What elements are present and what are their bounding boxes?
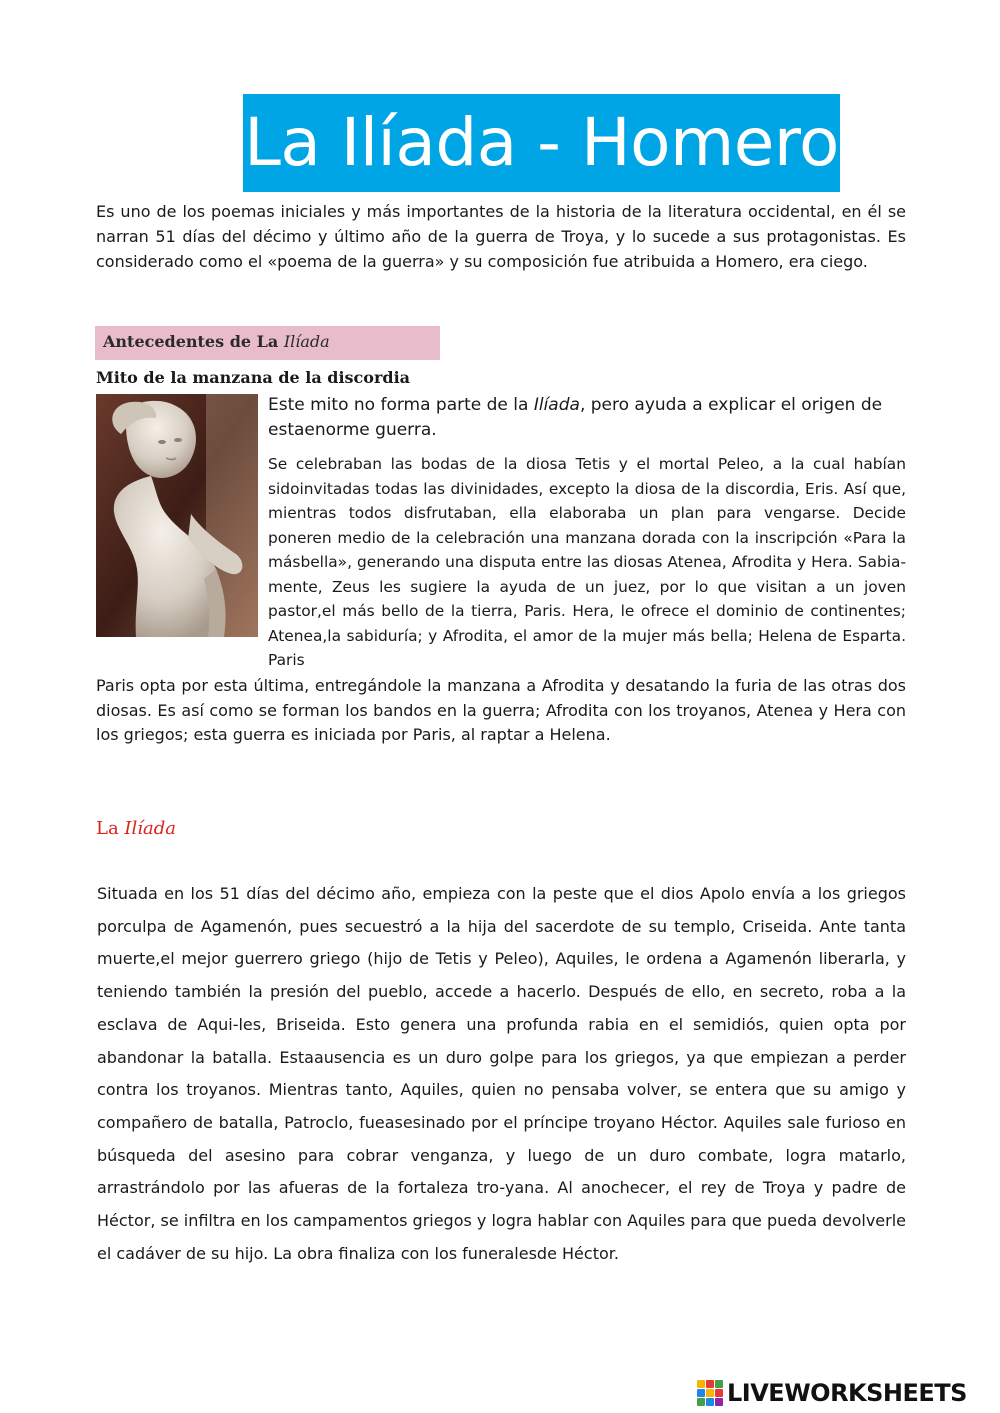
iliada-heading-italic: Ilíada [124, 818, 177, 839]
myth-heading: Mito de la manzana de la discordia [96, 368, 411, 387]
myth-paragraph-conclusion: Paris opta por esta última, entregándole la manzana a Afrodita y desatando la furia de las otras dos diosas. Es así como se forman los bandos en la guerra; Afrodita con los troyanos, Atenea y Hera con los griegos; esta guerra es iniciada por Paris, al raptar a Helena. [96, 676, 906, 744]
myth-p1-before: Este mito no forma parte de la [268, 395, 529, 415]
iliada-heading [96, 818, 176, 839]
myth-paragraph-intro [268, 393, 906, 443]
iliada-heading-label: La [96, 818, 119, 839]
section-header-text [103, 332, 330, 351]
liveworksheets-logo-icon [697, 1380, 723, 1406]
section-header-antecedentes [95, 326, 440, 360]
intro-paragraph: Es uno de los poemas iniciales y más importantes de la historia de la literatura occidental, en él se narran 51 días del décimo y último año de la guerra de Troya, y lo sucede a sus protagonistas. Es considerado como el «poema de la guerra» y su composición fue atribuida a Homero, era ciego. [96, 202, 906, 271]
myth-p1-italic: Ilíada [533, 395, 580, 415]
section-header-label: Antecedentes de La [103, 332, 279, 351]
section-header-italic: Ilíada [283, 332, 330, 351]
liveworksheets-logo-text: LIVEWORKSHEETS [727, 1379, 967, 1407]
myth-p1-after: , pero ayuda a explicar el origen de estaenorme guerra. [268, 395, 883, 440]
page-title: La Ilíada - Homero [243, 94, 840, 192]
statue-image [96, 394, 258, 637]
liveworksheets-logo[interactable] [697, 1378, 967, 1408]
iliada-summary: Situada en los 51 días del décimo año, empieza con la peste que el dios Apolo envía a los griegos porculpa de Agamenón, pues secuestró a la hija del sacerdote de su templo, Criseida. Ante tanta muerte,el mejor guerrero griego (hijo de Tetis y Peleo), Aquiles, le ordena a Agamenón liberarla, y teniendo también la presión del pueblo, accede a hacerlo. Después de ello, en secreto, roba a la esclava de Aqui-les, Briseida. Esto genera una profunda rabia en el semidiós, quien opta por abandonar la batalla. Estaausencia es un duro golpe para los griegos, ya que empiezan a perder contra los troyanos. Mientras tanto, Aquiles, quien no pensaba volver, se entera que su amigo y compañero de batalla, Patroclo, fueasesinado por el príncipe troyano Héctor. Aquiles sale furioso en búsqueda del asesino para cobrar venganza, y luego de un duro combate, logra matarlo, arrastrándolo por las afueras de la fortaleza tro-yana. Al anochecer, el rey de Troya y padre de Héctor, se infiltra en los campamentos griegos y logra hablar con Aquiles para que pueda devolverle el cadáver de su hijo. La obra finaliza con los funeralesde Héctor. [97, 884, 907, 1263]
myth-paragraph-story: Se celebraban las bodas de la diosa Tetis y el mortal Peleo, a la cual habían sidoinvitadas todas las divinidades, excepto la diosa de la discordia, Eris. Así que, mientras todos disfrutaban, ella elaboraba un plan para vengarse. Decide poneren medio de la celebración una manzana dorada con la inscripción «Para la másbella», generando una disputa entre las diosas Atenea, Afrodita y Hera. Sabia- mente, Zeus les sugiere la ayuda de un juez, por lo que visitan a un joven pastor,el más bello de la tierra, Paris. Hera, le ofrece el dominio de continentes; Atenea,la sabiduría; y Afrodita, el amor de la mujer más bella; Helena de Esparta. Paris [268, 455, 906, 669]
